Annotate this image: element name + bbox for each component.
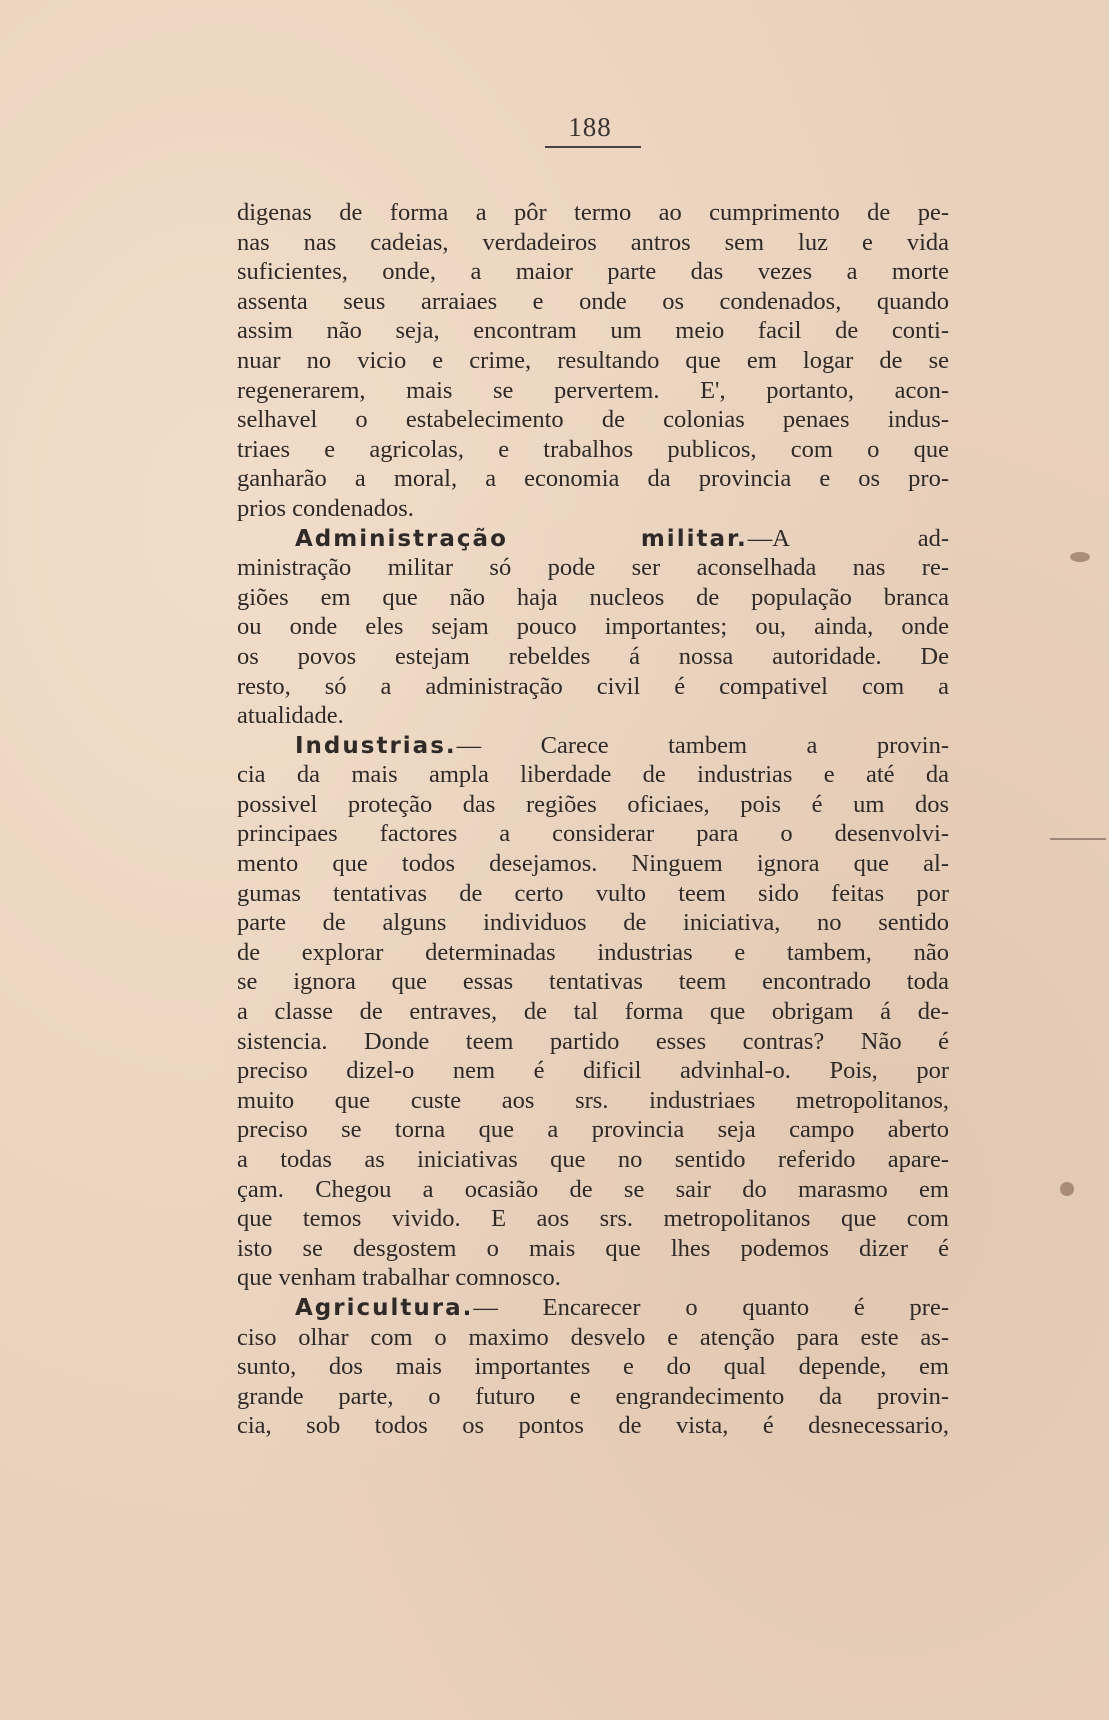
text-line: cia, sob todos os pontos de vista, é desnecessario, [237, 1412, 949, 1440]
section-first-line-industrias [237, 731, 949, 761]
text-line: se ignora que essas tentativas teem encontrado toda [237, 968, 949, 996]
text-line: regenerarem, mais se pervertem. E', portanto, acon- [237, 376, 949, 404]
text-line: atualidade. [237, 702, 344, 730]
text-line: a classe de entraves, de tal forma que obrigam á de- [237, 998, 949, 1026]
text-line: prios condenados. [237, 494, 414, 522]
text-line: nuar no vicio e crime, resultando que em logar de se [237, 346, 949, 374]
section-heading-industrias: Industrias. [295, 732, 457, 759]
text-line: preciso se torna que a provincia seja campo aberto [237, 1116, 949, 1144]
margin-ink-stroke [1050, 838, 1106, 840]
text-line: resto, só a administração civil é compativel com a [237, 672, 949, 700]
text-line: sistencia. Donde teem partido esses contras? Não é [237, 1027, 949, 1055]
text-line: selhavel o estabelecimento de colonias penaes indus- [237, 406, 949, 434]
text-line: os povos estejam rebeldes á nossa autoridade. De [237, 642, 949, 670]
text-line: muito que custe aos srs. industriaes metropolitanos, [237, 1086, 949, 1114]
text-line: giões em que não haja nucleos de população branca [237, 583, 949, 611]
text-line: a todas as iniciativas que no sentido referido apare- [237, 1146, 949, 1173]
text-line: principaes factores a considerar para o desenvolvi- [237, 820, 949, 848]
margin-ink-mark [1060, 1182, 1074, 1196]
section-first-line-text: —A ad- [747, 524, 949, 552]
text-line: digenas de forma a pôr termo ao cumprimento de pe- [237, 199, 949, 226]
text-line: gumas tentativas de certo vulto teem sido feitas por [237, 879, 949, 907]
section-first-line-administracao-militar [237, 524, 949, 554]
section-heading-agricultura: Agricultura. [295, 1294, 474, 1321]
text-line: grande parte, o futuro e engrandecimento da provin- [237, 1382, 949, 1410]
margin-ink-mark [1070, 552, 1090, 562]
text-line: sunto, dos mais importantes e do qual depende, em [237, 1353, 949, 1381]
text-line: ou onde eles sejam pouco importantes; ou, ainda, onde [237, 613, 949, 641]
text-line: mento que todos desejamos. Ninguem ignora que al- [237, 850, 949, 878]
section-heading-administracao-militar: Administração militar. [295, 525, 748, 552]
text-line: que venham trabalhar comnosco. [237, 1264, 561, 1292]
text-line: triaes e agricolas, e trabalhos publicos, com o que [237, 435, 949, 463]
text-line: que temos vivido. E aos srs. metropolitanos que com [237, 1205, 949, 1233]
text-line: assim não seja, encontram um meio facil de conti- [237, 317, 949, 345]
text-line: isto se desgostem o mais que lhes podemos dizer é [237, 1234, 949, 1262]
body-text [237, 198, 949, 1441]
section-first-line-text: — Encarecer o quanto é pre- [473, 1293, 949, 1321]
text-line: ministração militar só pode ser aconselhada nas re- [237, 554, 949, 582]
text-line: cia da mais ampla liberdade de industrias e até da [237, 761, 949, 789]
page-number: 188 [568, 112, 612, 142]
text-line: preciso dizel-o nem é dificil advinhal-o. Pois, por [237, 1057, 949, 1085]
section-first-line-text: — Carece tambem a provin- [456, 731, 949, 759]
text-line: assenta seus arraiaes e onde os condenados, quando [237, 287, 949, 315]
text-line: ganharão a moral, a economia da provincia e os pro- [237, 465, 949, 493]
text-line: parte de alguns individuos de iniciativa, no sentido [237, 909, 949, 937]
text-line: çam. Chegou a ocasião de se sair do marasmo em [237, 1175, 949, 1203]
text-line: ciso olhar com o maximo desvelo e atenção para este as- [237, 1323, 949, 1351]
page-number-rule [545, 146, 641, 148]
section-first-line-agricultura [237, 1293, 949, 1323]
text-line: de explorar determinadas industrias e tambem, não [237, 938, 949, 966]
text-line: nas nas cadeias, verdadeiros antros sem luz e vida [237, 228, 949, 256]
text-line: suficientes, onde, a maior parte das vezes a morte [237, 258, 949, 286]
text-line: possivel proteção das regiões oficiaes, pois é um dos [237, 790, 949, 818]
